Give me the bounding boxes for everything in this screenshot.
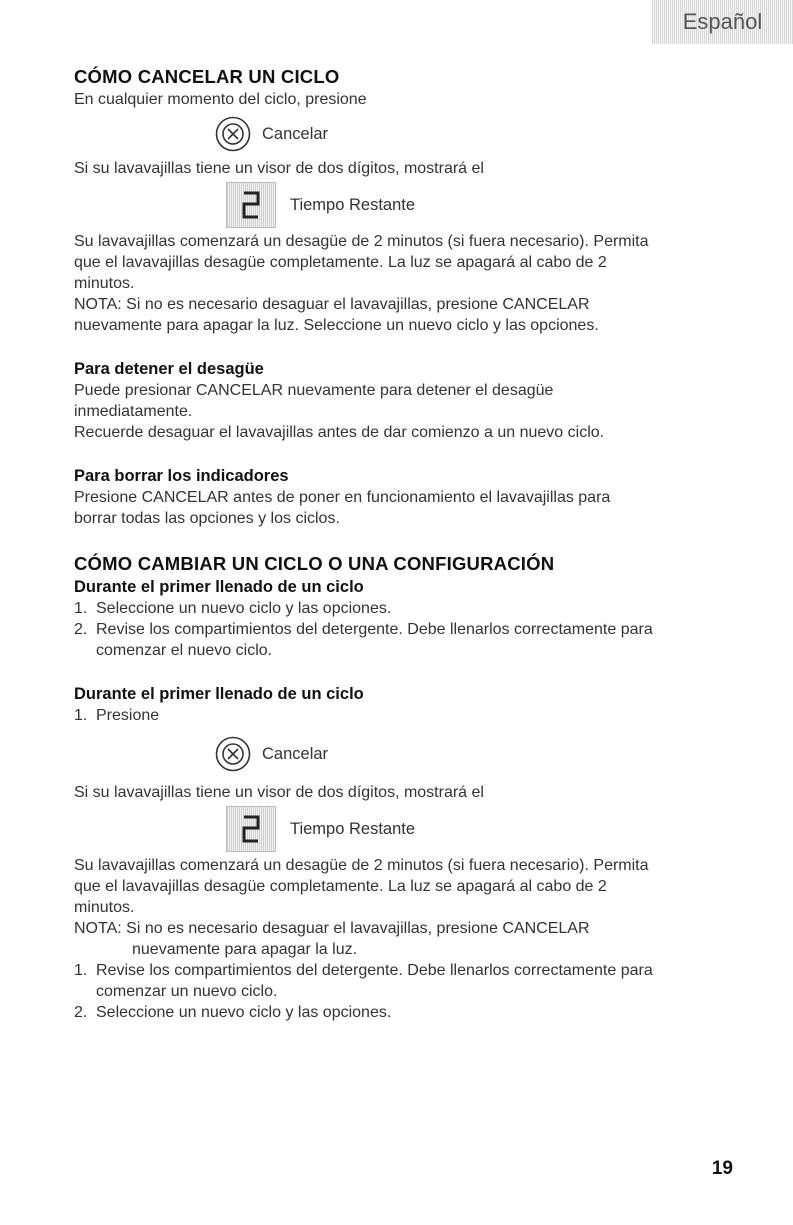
drain-text-line: Su lavavajillas comenzará un desagüe de 2 minutos (si fuera necesario). Permita xyxy=(74,233,649,250)
display-text: Si su lavavajillas tiene un visor de dos dígitos, mostrará el xyxy=(74,784,484,801)
subsection-title: Durante el primer llenado de un ciclo xyxy=(74,578,364,596)
note-text-line: nuevamente para apagar la luz. Seleccione un nuevo ciclo y las opciones. xyxy=(74,317,599,334)
section-title-cancel-cycle: CÓMO CANCELAR UN CICLO xyxy=(74,66,340,87)
cancel-icon xyxy=(214,115,252,153)
digit-display xyxy=(226,806,276,852)
section-title-stop-drain: Para detener el desagüe xyxy=(74,360,264,378)
list-text: Presione xyxy=(96,707,160,724)
list-number: 1. xyxy=(74,707,88,724)
clear-indicators-text: Presione CANCELAR antes de poner en funcionamiento el lavavajillas para xyxy=(74,489,611,506)
subsection-title: Durante el primer llenado de un ciclo xyxy=(74,685,364,703)
digit-display xyxy=(226,182,276,228)
list-item xyxy=(74,705,724,726)
list-item xyxy=(74,598,724,619)
cancel-label: Cancelar xyxy=(262,124,329,143)
time-remaining-label: Tiempo Restante xyxy=(290,819,416,838)
clear-indicators-text: borrar todas las opciones y los ciclos. xyxy=(74,510,340,527)
stop-drain-text: Puede presionar CANCELAR nuevamente para detener el desagüe xyxy=(74,382,554,399)
time-remaining-display xyxy=(226,179,724,231)
drain-text-line: que el lavavajillas desagüe completamente. La luz se apagará al cabo de 2 xyxy=(74,254,607,271)
stop-drain-text: inmediatamente. xyxy=(74,403,193,420)
list-text: Seleccione un nuevo ciclo y las opciones. xyxy=(96,600,392,617)
list-number: 2. xyxy=(74,1004,88,1021)
drain-text-line: que el lavavajillas desagüe completamente. La luz se apagará al cabo de 2 xyxy=(74,878,607,895)
list-text: Seleccione un nuevo ciclo y las opciones. xyxy=(96,1004,392,1021)
note-text-line: NOTA: Si no es necesario desaguar el lavavajillas, presione CANCELAR xyxy=(74,296,590,313)
cancel-icon xyxy=(214,735,252,773)
cancel-label: Cancelar xyxy=(262,744,329,763)
drain-text-line: minutos. xyxy=(74,275,135,292)
time-remaining-display xyxy=(226,803,724,855)
digit-icon xyxy=(240,190,262,220)
display-text: Si su lavavajillas tiene un visor de dos dígitos, mostrará el xyxy=(74,160,484,177)
list-text: Revise los compartimientos del detergente. Debe llenarlos correctamente para comenzar un nuevo ciclo. xyxy=(96,962,653,1000)
page-number: 19 xyxy=(711,1158,733,1179)
cancel-control xyxy=(214,110,724,158)
page-content xyxy=(74,64,724,1023)
list-item xyxy=(74,1002,724,1023)
stop-drain-text: Recuerde desaguar el lavavajillas antes de dar comienzo a un nuevo ciclo. xyxy=(74,424,605,441)
section-title-clear-indicators: Para borrar los indicadores xyxy=(74,467,289,485)
list-number: 1. xyxy=(74,962,88,979)
drain-text-line: minutos. xyxy=(74,899,135,916)
language-tab: Español xyxy=(652,0,793,44)
intro-text: En cualquier momento del ciclo, presione xyxy=(74,91,367,108)
note-text-line: nuevamente para apagar la luz. xyxy=(132,941,358,958)
cancel-control xyxy=(214,726,724,782)
list-item xyxy=(74,960,724,1002)
list-number: 2. xyxy=(74,621,88,638)
section-title-change-cycle: CÓMO CAMBIAR UN CICLO O UNA CONFIGURACIÓN xyxy=(74,553,555,574)
list-number: 1. xyxy=(74,600,88,617)
time-remaining-label: Tiempo Restante xyxy=(290,195,416,214)
list-item xyxy=(74,619,724,661)
list-text: Revise los compartimientos del detergente. Debe llenarlos correctamente para comenzar el nuevo ciclo. xyxy=(96,621,653,659)
drain-text-line: Su lavavajillas comenzará un desagüe de 2 minutos (si fuera necesario). Permita xyxy=(74,857,649,874)
digit-icon xyxy=(240,814,262,844)
note-text-line: NOTA: Si no es necesario desaguar el lavavajillas, presione CANCELAR xyxy=(74,920,590,937)
